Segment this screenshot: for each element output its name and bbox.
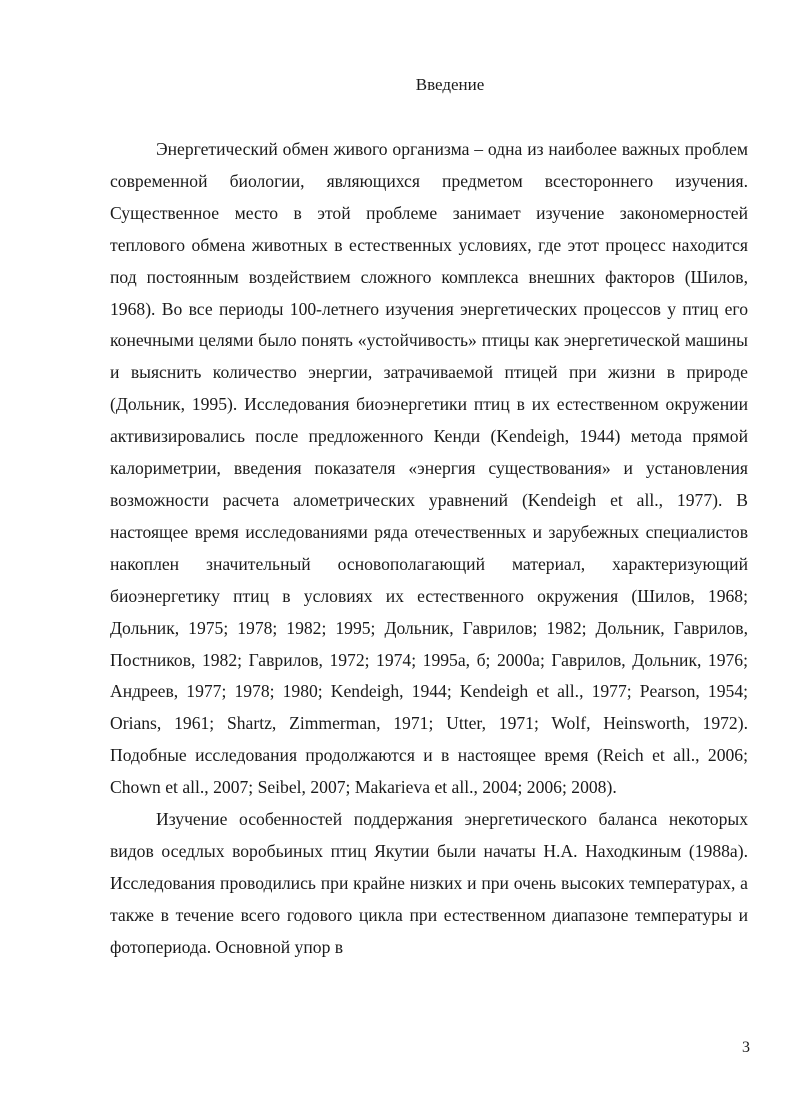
body-text: [110, 134, 748, 964]
page-number: 3: [742, 1039, 750, 1056]
paragraph-2: Изучение особенностей поддержания энергетического баланса некоторых видов оседлых воробьиных птиц Якутии были начаты Н.А. Находкиным (1988а). Исследования проводились при крайне низких и при очень высоких температурах, а также в течение всего годового цикла при естественном диапазоне температуры и фотопериода. Основной упор в: [110, 809, 748, 957]
section-title: Введение: [415, 75, 485, 94]
paragraph-1: Энергетический обмен живого организма – одна из наиболее важных проблем современной биологии, являющихся предметом всестороннего изучения. Существенное место в этой проблеме занимает изучение закономерностей теплового обмена животных в естественных условиях, где этот процесс находится под постоянным воздействием сложного комплекса внешних факторов (Шилов, 1968). Во все периоды 100-летнего изучения энергетических процессов у птиц его конечными целями было понять «устойчивость» птицы как энергетической машины и выяснить количество энергии, затрачиваемой птицей при жизни в природе (Дольник, 1995). Исследования биоэнергетики птиц в их естественном окружении активизировались после предложенного Кенди (Kendeigh, 1944) метода прямой калориметрии, введения показателя «энергия существования» и установления возможности расчета алометрических уравнений (Kendeigh et all., 1977). В настоящее время исследованиями ряда отечественных и зарубежных специалистов накоплен значительный основополагающий материал, характеризующий биоэнергетику птиц в условиях их естественного окружения (Шилов, 1968; Дольник, 1975; 1978; 1982; 1995; Дольник, Гаврилов; 1982; Дольник, Гаврилов, Постников, 1982; Гаврилов, 1972; 1974; 1995а, б; 2000а; Гаврилов, Дольник, 1976; Андреев, 1977; 1978; 1980; Kendeigh, 1944; Kendeigh et all., 1977; Pearson, 1954; Orians, 1961; Shartz, Zimmerman, 1971; Utter, 1971; Wolf, Heinsworth, 1972). Подобные исследования продолжаются и в настоящее время (Reich et all., 2006; Chown et all., 2007; Seibel, 2007; Makarieva et all., 2004; 2006; 2008).: [110, 139, 748, 798]
